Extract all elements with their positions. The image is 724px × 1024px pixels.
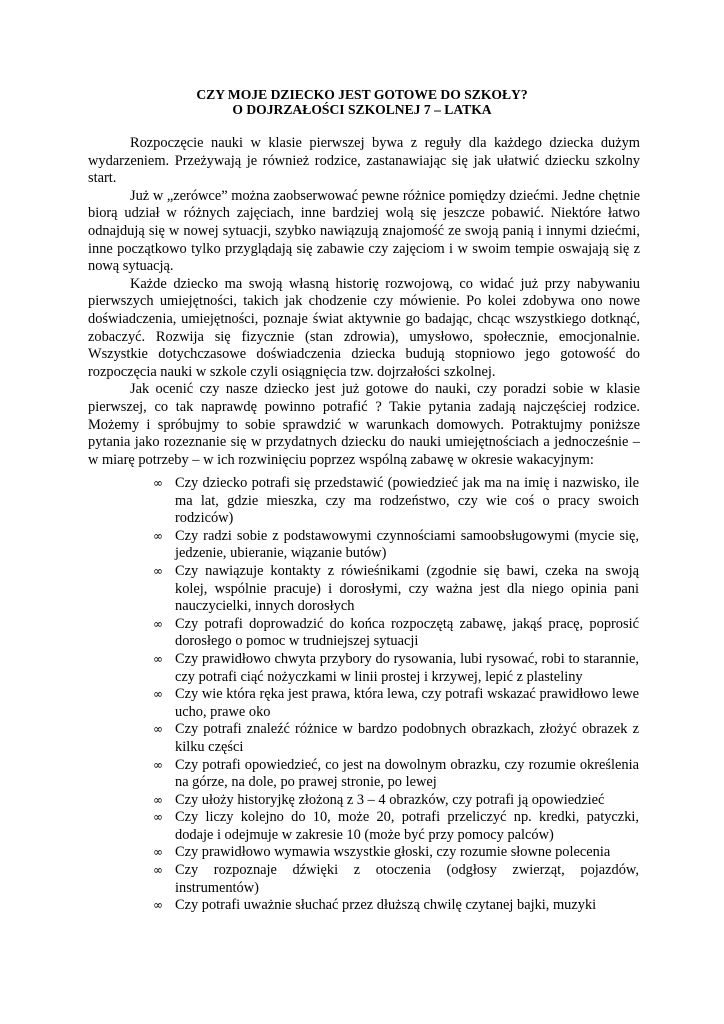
paragraph: Już w „zerówce” można zaobserwować pewne różnice pomiędzy dziećmi. Jedne chętnie biorą udział w różnych zajęciach, inne bardziej wolą się jeszcze pobawić. Niektóre łatwo odnajdują się w nowej sytuacji, szybko nawiązują znajomość ze swoją panią i innymi dziećmi, inne początkowo tylko przyglądają się zabawie czy zajęciom i w swoim tempie oswajają się z nową sytuacją. xyxy=(88,187,640,275)
list-item xyxy=(153,616,639,651)
list-item xyxy=(153,757,639,792)
list-item-text: Czy prawidłowo wymawia wszystkie głoski, czy rozumie słowne polecenia xyxy=(175,844,611,861)
infinity-bullet-icon: ∞ xyxy=(153,898,163,913)
list-item xyxy=(153,475,639,528)
infinity-bullet-icon: ∞ xyxy=(153,792,163,807)
list-item xyxy=(153,862,639,897)
list-item-text: Czy dziecko potrafi się przedstawić (powiedzieć jak ma na imię i nazwisko, ile ma lat, gdzie mieszka, czy ma rodzeństwo, czy wie coś o pracy swoich rodziców) xyxy=(175,475,639,527)
list-item xyxy=(153,792,639,810)
paragraph: Jak ocenić czy nasze dziecko jest już gotowe do nauki, czy poradzi sobie w klasie pierwszej, co tak naprawdę powinno potrafić ? Takie pytania zadają najczęściej rodzice. Możemy i spróbujmy to sobie sprawdzić w warunkach domowych. Potraktujmy poniższe pytania jako rozeznanie się w przydatnych dziecku do nauki umiejętnościach a jednocześnie – w miarę potrzeby – w ich rozwinięciu poprzez wspólną zabawę w okresie wakacyjnym: xyxy=(88,381,640,468)
infinity-bullet-icon: ∞ xyxy=(153,757,163,772)
list-item xyxy=(153,844,639,862)
list-item-text: Czy prawidłowo chwyta przybory do rysowania, lubi rysować, robi to starannie, czy potrafi ciąć nożyczkami w linii prostej i krzywej, lepić z plasteliny xyxy=(175,650,639,685)
infinity-bullet-icon: ∞ xyxy=(153,810,163,825)
title-line-1: CZY MOJE DZIECKO JEST GOTOWE DO SZKOŁY? xyxy=(196,87,528,102)
list-item-text: Czy rozpoznaje dźwięki z otoczenia (odgłosy zwierząt, pojazdów, instrumentów) xyxy=(175,862,639,896)
infinity-bullet-icon: ∞ xyxy=(153,563,163,578)
list-item-text: Czy potrafi doprowadzić do końca rozpoczętą zabawę, jakąś pracę, poprosić dorosłego o pomoc w trudniejszej sytuacji xyxy=(175,615,639,650)
list-item xyxy=(153,809,639,844)
body-text xyxy=(88,135,640,469)
list-item-text: Czy potrafi uważnie słuchać przez dłuższą chwilę czytanej bajki, muzyki xyxy=(175,897,597,914)
list-item-text: Czy potrafi opowiedzieć, co jest na dowolnym obrazku, czy rozumie określenia na górze, na dole, po prawej stronie, po lewej xyxy=(175,756,639,791)
list-item xyxy=(153,721,639,756)
list-item-text: Czy nawiązuje kontakty z rówieśnikami (zgodnie się bawi, czeka na swoją kolej, wspólnie pracuje) i dorosłymi, czy ważna jest dla niego opinia pani nauczycielki, innych dorosłych xyxy=(175,562,639,615)
list-item-text: Czy radzi sobie z podstawowymi czynnościami samoobsługowymi (mycie się, jedzenie, ubieranie, wiązanie butów) xyxy=(175,527,639,562)
paragraph: Każde dziecko ma swoją własną historię rozwojową, co widać już przy nabywaniu pierwszych umiejętności, takich jak chodzenie czy mówienie. Po kolei zdobywa ono nowe doświadczenia, umiejętności, poznaje świat aktywnie go badając, chcąc wszystkiego dotknąć, zobaczyć. Rozwija się fizycznie (stan zdrowia), umysłowo, społecznie, emocjonalnie. Wszystkie dotychczasowe doświadczenia dziecka budują stopniowo jego gotowość do rozpoczęcia nauki w szkole czyli osiągnięcia tzw. dojrzałości szkolnej. xyxy=(88,275,640,380)
list-item-text: Czy ułoży historyjkę złożoną z 3 – 4 obrazków, czy potrafi ją opowiedzieć xyxy=(175,791,605,808)
list-item xyxy=(153,686,639,721)
infinity-bullet-icon: ∞ xyxy=(153,845,163,860)
list-item-text: Czy liczy kolejno do 10, może 20, potrafi przeliczyć np. kredki, patyczki, dodaje i odejmuje w zakresie 10 (może być przy pomocy palców) xyxy=(175,809,639,843)
infinity-bullet-icon: ∞ xyxy=(153,476,163,490)
list-item xyxy=(153,651,639,686)
infinity-bullet-icon: ∞ xyxy=(153,616,163,631)
list-item xyxy=(153,528,639,563)
infinity-bullet-icon: ∞ xyxy=(153,528,163,543)
list-item xyxy=(153,897,639,915)
question-list xyxy=(153,475,639,915)
paragraph: Rozpoczęcie nauki w klasie pierwszej bywa z reguły dla każdego dziecka dużym wydarzeniem. Przeżywają je również rodzice, zastanawiając się jak ułatwić dziecku szkolny start. xyxy=(88,135,640,187)
infinity-bullet-icon: ∞ xyxy=(153,651,163,666)
list-item-text: Czy wie która ręka jest prawa, która lewa, czy potrafi wskazać prawidłowo lewe ucho, prawe oko xyxy=(175,686,639,720)
list-item-text: Czy potrafi znaleźć różnice w bardzo podobnych obrazkach, złożyć obrazek z kilku części xyxy=(175,721,639,755)
infinity-bullet-icon: ∞ xyxy=(153,863,163,878)
infinity-bullet-icon: ∞ xyxy=(153,687,163,702)
list-item xyxy=(153,563,639,616)
title-line-2: O DOJRZAŁOŚCI SZKOLNEJ 7 – LATKA xyxy=(232,102,492,117)
infinity-bullet-icon: ∞ xyxy=(153,722,163,737)
